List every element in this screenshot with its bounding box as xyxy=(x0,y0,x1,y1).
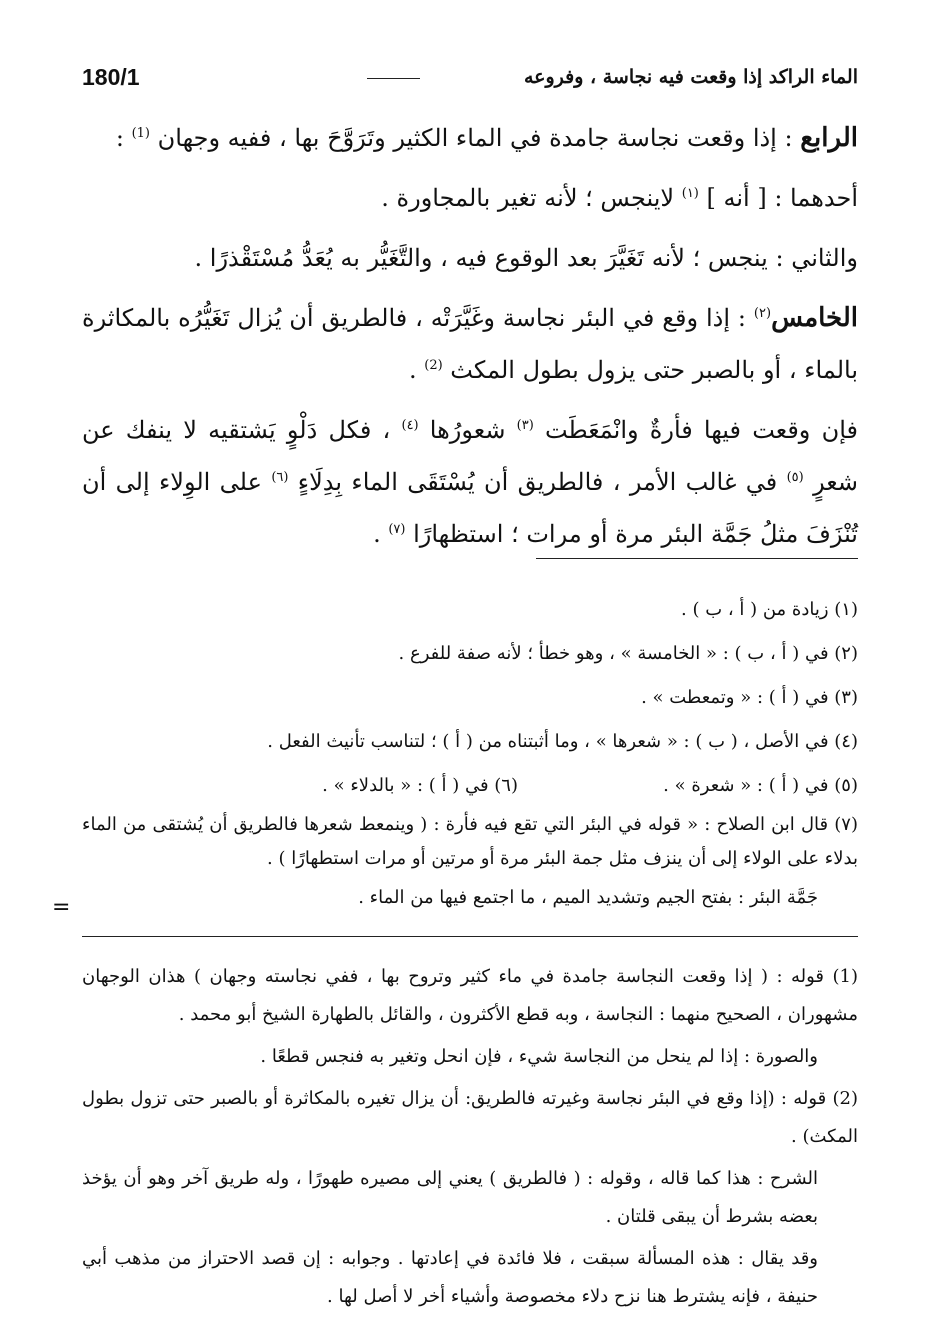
commentary-1: (1) قوله : ( إذا وقعت النجاسة جامدة في ماء كثير وتروح بها ، ففي نجاسته وجهان ) هذان الوجهان مشهوران ، الصحيح منهما : النجاسة ، وبه قطع الأكثرون ، والقائل بالطهارة الشيخ أبو محمد . xyxy=(82,966,858,1025)
paragraph-tail: : xyxy=(115,124,132,152)
footnote-ref: (2) xyxy=(424,358,443,373)
page-number: 180/1 xyxy=(82,64,140,90)
commentary-2-explanation: الشرح : هذا كما قاله ، وقوله : ( فالطريق ) يعني إلى مصيره طهورًا ، وله طريق آخر وهو أن يؤخذ بعضه بشرط أن يبقى قلتان . xyxy=(82,1168,818,1227)
paragraph-text: والثاني : ينجس ؛ لأنه تَغَيَّرَ بعد الوقوع فيه ، والتَّغَيُّر به يُعَدُّ مُسْتَقْذرًا . xyxy=(194,244,858,272)
paragraph-second-view xyxy=(82,232,858,284)
footnote-3: (٣) في ( أ ) : « وتمعطت » . xyxy=(641,687,858,708)
commentary-2-objection: وقد يقال : هذه المسألة سبقت ، فلا فائدة في إعادتها . وجوابه : إن قصد الاحتراز من مذهب أبي حنيفة ، فإنه يشترط هنا نزح دلاء مخصوصة وأشياء أخر لا أصل لها . xyxy=(82,1248,818,1307)
footnote-ref: (1) xyxy=(131,126,150,141)
footnote-ref: (٧) xyxy=(388,522,406,537)
header-rule xyxy=(367,78,420,79)
footnote-separator xyxy=(536,558,858,559)
paragraph-lead: الخامس xyxy=(771,303,858,333)
commentary-separator xyxy=(82,936,858,937)
paragraph-text: على الوِلاء إلى أن تُنْزَفَ مثلُ جَمَّة البئر مرة أو مرات ؛ استظهارًا xyxy=(82,468,858,548)
paragraph-text: لاينجس ؛ لأنه تغير بالمجاورة . xyxy=(381,184,682,212)
commentary-2: (2) قوله : (إذا وقع في البئر نجاسة وغيرته فالطريق: أن يزال تغيره بالمكاثرة أو بالصبر حتى تزول بطول المكث) . xyxy=(82,1088,858,1147)
margin-mark: = xyxy=(52,895,71,920)
running-title: الماء الراكد إذا وقعت فيه نجاسة ، وفروعه xyxy=(523,66,858,88)
footnote-7-gloss: جَمَّة البئر : بفتح الجيم وتشديد الميم ، ما اجتمع فيها من الماء . xyxy=(358,887,818,908)
edition-footnotes xyxy=(82,588,858,920)
footnote-6: (٦) في ( أ ) : « بالدلاء » . xyxy=(322,775,518,796)
paragraph-lead: الرابع xyxy=(800,123,858,153)
footnote-ref: (٣) xyxy=(516,418,534,433)
paragraph-text: : إذا وقعت نجاسة جامدة في الماء الكثير وتَرَوَّحَ بها ، ففيه وجهان xyxy=(150,124,801,152)
paragraph-first-view xyxy=(82,172,858,224)
paragraph-text: ، فكل دَلْوٍ يَشتقيه لا ينفك عن شعرٍ xyxy=(82,416,858,496)
paragraph-fourth xyxy=(82,112,858,164)
footnote-row-5-6 xyxy=(82,764,858,808)
footnote-ref: (٦) xyxy=(271,470,289,485)
footnote-2: (٢) في ( أ ، ب ) : « الخامسة » ، وهو خطأ ؛ لأنه صفة للفرع . xyxy=(398,643,858,664)
footnote-ref: (٥) xyxy=(786,470,804,485)
page-header xyxy=(82,62,858,96)
commentary-1-continued: والصورة : إذا لم ينحل من النجاسة شيء ، فإن انحل وتغير به فنجس قطعًا . xyxy=(260,1046,818,1067)
paragraph-text: في غالب الأمر ، فالطريق أن يُسْتَقَى الماء بِدِلَاءٍ xyxy=(288,468,787,496)
footnote-5: (٥) في ( أ ) : « شعرة » . xyxy=(663,775,858,796)
commentary-notes xyxy=(82,958,858,1320)
footnote-ref: (٢) xyxy=(753,306,772,321)
footnote-ref: (٤) xyxy=(401,418,419,433)
main-text xyxy=(82,112,858,568)
paragraph-fifth xyxy=(82,292,858,396)
paragraph-text: : إذا وقع في البئر نجاسة وغَيَّرَتْه ، فالطريق أن يُزال تَغَيُّرُه بالمكاثرة بالماء ، أو بالصبر حتى يزول بطول المكث xyxy=(82,304,858,384)
paragraph-text: شعورُها xyxy=(418,416,517,444)
footnote-4: (٤) في الأصل ، ( ب ) : « شعرها » ، وما أثبتناه من ( أ ) ؛ لتناسب تأنيث الفعل . xyxy=(267,731,858,752)
paragraph-tail: . xyxy=(408,356,425,384)
footnote-ref: (١) xyxy=(681,186,699,201)
footnote-7: (٧) قال ابن الصلاح : « قوله في البئر التي تقع فيه فأرة : ( وينمعط شعرها فالطريق أن يُشتقى من الماء بدلاء على الولاء إلى أن ينزف مثل جمة البئر مرة أو مرتين أو مرات استطهارًا ) . xyxy=(82,814,858,869)
paragraph-tail: . xyxy=(373,520,389,548)
footnote-1: (١) زيادة من ( أ ، ب ) . xyxy=(681,599,858,620)
paragraph-mouse xyxy=(82,404,858,560)
paragraph-text: فإن وقعت فيها فأرةٌ وانْمَعَطَت xyxy=(533,416,858,444)
paragraph-text: أحدهما : [ أنه ] xyxy=(698,184,858,212)
